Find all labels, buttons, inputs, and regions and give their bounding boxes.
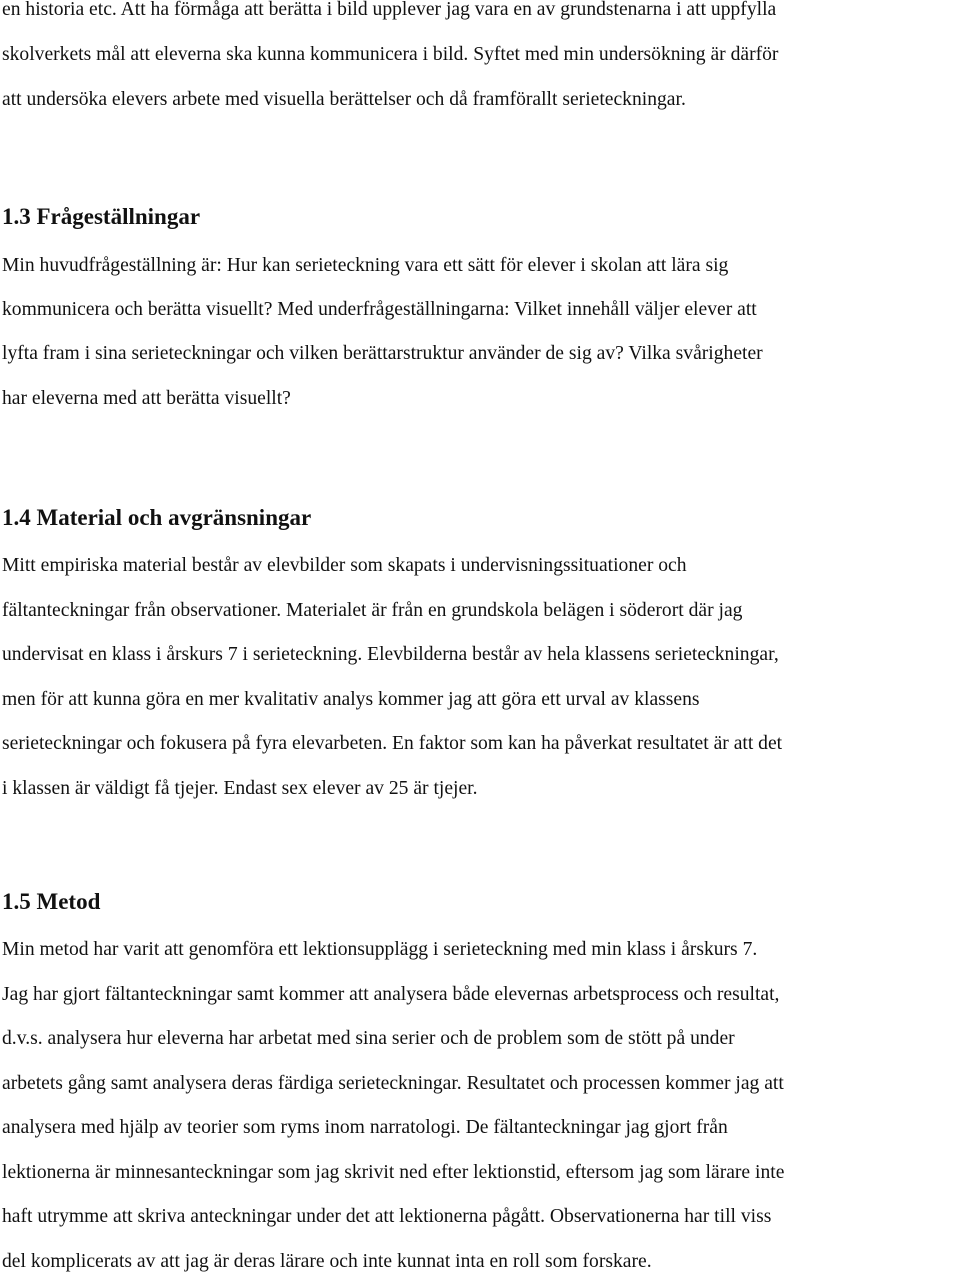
section-1-3-line-1: Min huvudfrågeställning är: Hur kan serieteckning vara ett sätt för elever i skolan att lära sig (2, 255, 729, 276)
section-heading-1-5: 1.5 Metod (2, 889, 101, 914)
section-heading-1-3: 1.3 Frågeställningar (2, 204, 201, 229)
section-1-4-line-1: Mitt empiriska material består av elevbilder som skapats i undervisningssituationer och (2, 555, 687, 576)
section-1-5-line-3: d.v.s. analysera hur eleverna har arbetat med sina serier och de problem som de stött på under (2, 1028, 735, 1049)
section-1-5-line-2: Jag har gjort fältanteckningar samt kommer att analysera både elevernas arbetsprocess och resultat, (2, 984, 780, 1005)
section-1-4-line-5: serieteckningar och fokusera på fyra elevarbeten. En faktor som kan ha påverkat resultatet är att det (2, 733, 783, 754)
section-1-5-line-4: arbetets gång samt analysera deras färdiga serieteckningar. Resultatet och processen kommer jag att (2, 1073, 784, 1094)
section-1-4-line-4: men för att kunna göra en mer kvalitativ analys kommer jag att göra ett urval av klassens (2, 689, 700, 710)
section-1-5-line-6: lektionerna är minnesanteckningar som jag skrivit ned efter lektionstid, eftersom jag som lärare inte (2, 1162, 785, 1183)
section-1-3-line-2: kommunicera och berätta visuellt? Med underfrågeställningarna: Vilket innehåll väljer elever att (2, 299, 757, 320)
section-1-4-line-2: fältanteckningar från observationer. Materialet är från en grundskola belägen i söderort där jag (2, 600, 743, 621)
section-1-4-line-6: i klassen är väldigt få tjejer. Endast sex elever av 25 är tjejer. (2, 778, 478, 799)
section-1-5-line-1: Min metod har varit att genomföra ett lektionsupplägg i serieteckning med min klass i årskurs 7. (2, 939, 758, 960)
section-1-3-line-3: lyfta fram i sina serieteckningar och vilken berättarstruktur använder de sig av? Vilka svårigheter (2, 343, 763, 364)
section-1-5-line-8: del komplicerats av att jag är deras lärare och inte kunnat inta en roll som forskare. (2, 1251, 652, 1272)
section-1-3-line-4: har eleverna med att berätta visuellt? (2, 388, 291, 409)
intro-line-1: en historia etc. Att ha förmåga att berätta i bild upplever jag vara en av grundstenarna i att uppfylla (2, 0, 777, 20)
section-1-4-line-3: undervisat en klass i årskurs 7 i serieteckning. Elevbilderna består av hela klassens serieteckningar, (2, 644, 779, 665)
intro-line-2: skolverkets mål att eleverna ska kunna kommunicera i bild. Syftet med min undersökning är därför (2, 44, 779, 65)
section-heading-1-4: 1.4 Material och avgränsningar (2, 505, 312, 530)
section-1-5-line-5: analysera med hjälp av teorier som ryms inom narratologi. De fältanteckningar jag gjort från (2, 1117, 728, 1138)
intro-line-3: att undersöka elevers arbete med visuella berättelser och då framförallt serieteckningar. (2, 89, 686, 110)
section-1-5-line-7: haft utrymme att skriva anteckningar under det att lektionerna pågått. Observationerna har till viss (2, 1206, 772, 1227)
